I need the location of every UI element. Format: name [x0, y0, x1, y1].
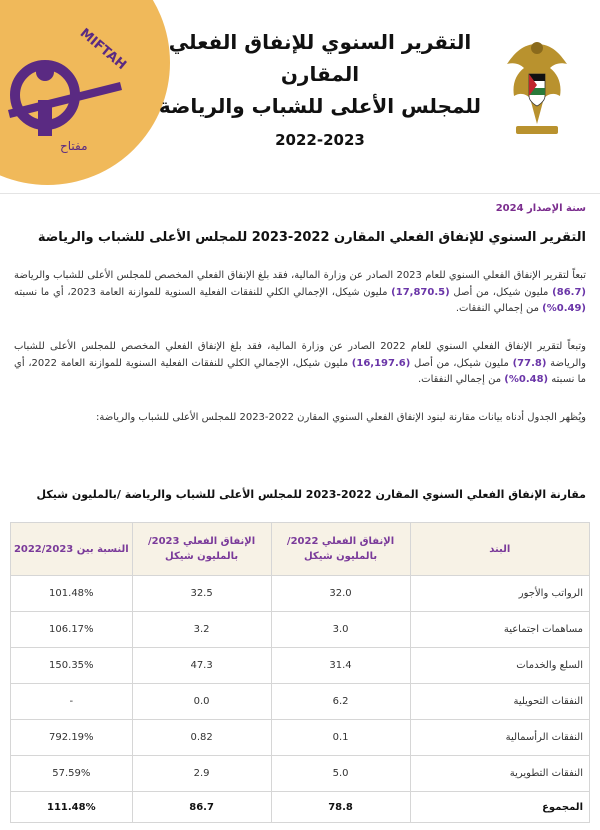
table-row — [11, 576, 590, 612]
cell-ratio: 792.19% — [11, 720, 133, 756]
release-year: سنة الإصدار 2024 — [495, 203, 586, 214]
cell-2022: 31.4 — [271, 648, 410, 684]
cell-ratio: 101.48% — [11, 576, 133, 612]
table-title: مقارنة الإنفاق الفعلي السنوي المقارن 2022-2023 للمجلس الأعلى للشباب والرياضة /بالمليون شيكل — [36, 488, 586, 501]
total-ratio: 111.48% — [11, 792, 133, 823]
table-row — [11, 612, 590, 648]
cell-ratio: 150.35% — [11, 648, 133, 684]
p1-value-percent: (0.49%) — [542, 303, 586, 314]
cell-ratio: - — [11, 684, 133, 720]
cell-2023: 0.82 — [132, 720, 271, 756]
table-row — [11, 684, 590, 720]
cell-2022: 3.0 — [271, 612, 410, 648]
header-2022: الإنفاق الفعلي 2022/ بالمليون شيكل — [271, 523, 410, 576]
header-item: البند — [410, 523, 589, 576]
cell-item: النفقات التطويرية — [410, 756, 589, 792]
table-row — [11, 648, 590, 684]
cell-item: السلع والخدمات — [410, 648, 589, 684]
p2-value-total: (16,197.6) — [351, 357, 411, 369]
cell-2023: 0.0 — [132, 684, 271, 720]
p1-value-council: (86.7) — [552, 286, 586, 298]
cell-item: الرواتب والأجور — [410, 576, 589, 612]
header-divider — [0, 193, 600, 194]
table-row — [11, 720, 590, 756]
total-2023: 86.7 — [132, 792, 271, 823]
p2-value-percent: (0.48%) — [504, 374, 549, 385]
report-header — [0, 0, 600, 190]
cell-ratio: 57.59% — [11, 756, 133, 792]
paragraph-2022 — [14, 339, 586, 389]
table-row — [11, 756, 590, 792]
cell-2022: 0.1 — [271, 720, 410, 756]
table-header-row — [11, 523, 590, 576]
p2-text-a: وتبعاً لتقرير الإنفاق الفعلي السنوي للعام 2022 الصادر عن وزارة المالية، فقد بلغ الإنفاق الفعلي المخصص للمجلس الأعلى للشباب والرياضة — [14, 341, 586, 369]
cell-2023: 47.3 — [132, 648, 271, 684]
miftah-logo-text: MIFTAH — [76, 25, 129, 73]
p1-text-a: تبعاً لتقرير الإنفاق الفعلي السنوي للعام 2023 الصادر عن وزارة المالية، فقد بلغ الإنفاق الفعلي المخصص للمجلس الأعلى للشباب والرياضة — [14, 270, 586, 281]
report-titles — [140, 26, 500, 158]
p2-text-b: مليون شيكل، من أصل — [410, 357, 513, 369]
miftah-logo-arabic: مفتاح — [60, 139, 88, 153]
p1-text-d: من إجمالي النفقات. — [455, 303, 543, 314]
cell-item: النفقات التحويلية — [410, 684, 589, 720]
palestine-emblem-icon — [502, 34, 572, 144]
total-2022: 78.8 — [271, 792, 410, 823]
cell-ratio: 106.17% — [11, 612, 133, 648]
expenditure-table — [10, 522, 590, 823]
paragraph-2023 — [14, 268, 586, 318]
title-line-2: للمجلس الأعلى للشباب والرياضة — [158, 94, 482, 118]
report-heading: التقرير السنوي للإنفاق الفعلي المقارن 2022-2023 للمجلس الأعلى للشباب والرياضة — [37, 230, 586, 245]
p2-text-d: من إجمالي النفقات. — [417, 374, 505, 385]
header-2023: الإنفاق الفعلي 2023/ بالمليون شيكل — [132, 523, 271, 576]
cell-item: النفقات الرأسمالية — [410, 720, 589, 756]
cell-2023: 3.2 — [132, 612, 271, 648]
cell-2022: 6.2 — [271, 684, 410, 720]
p1-text-c: مليون شيكل، الإجمالي الكلي للنفقات الفعلية السنوية للموازنة العامة 2023، أي ما نسبته — [14, 286, 392, 298]
title-years: 2022-2023 — [275, 131, 365, 149]
header-ratio: النسبة بين 2022/2023 — [11, 523, 133, 576]
p2-value-council: (77.8) — [512, 357, 547, 369]
table-total-row — [11, 792, 590, 823]
p1-text-b: مليون شيكل، من أصل — [449, 286, 553, 298]
cell-item: مساهمات اجتماعية — [410, 612, 589, 648]
title-line-1: التقرير السنوي للإنفاق الفعلي المقارن — [168, 30, 472, 86]
p2-text-c: مليون شيكل، الإجمالي الكلي للنفقات الفعلية السنوية للموازنة العامة 2022، أي ما نسبته — [14, 357, 586, 385]
p1-value-total: (17,870.5) — [391, 286, 450, 298]
cell-2022: 32.0 — [271, 576, 410, 612]
cell-2023: 32.5 — [132, 576, 271, 612]
total-label: المجموع — [410, 792, 589, 823]
paragraph-intro-table: ويُظهر الجدول أدناه بيانات مقارنة لبنود الإنفاق الفعلي السنوي المقارن 2022-2023 للمجلس الأعلى للشباب والرياضة: — [96, 412, 586, 423]
cell-2023: 2.9 — [132, 756, 271, 792]
cell-2022: 5.0 — [271, 756, 410, 792]
